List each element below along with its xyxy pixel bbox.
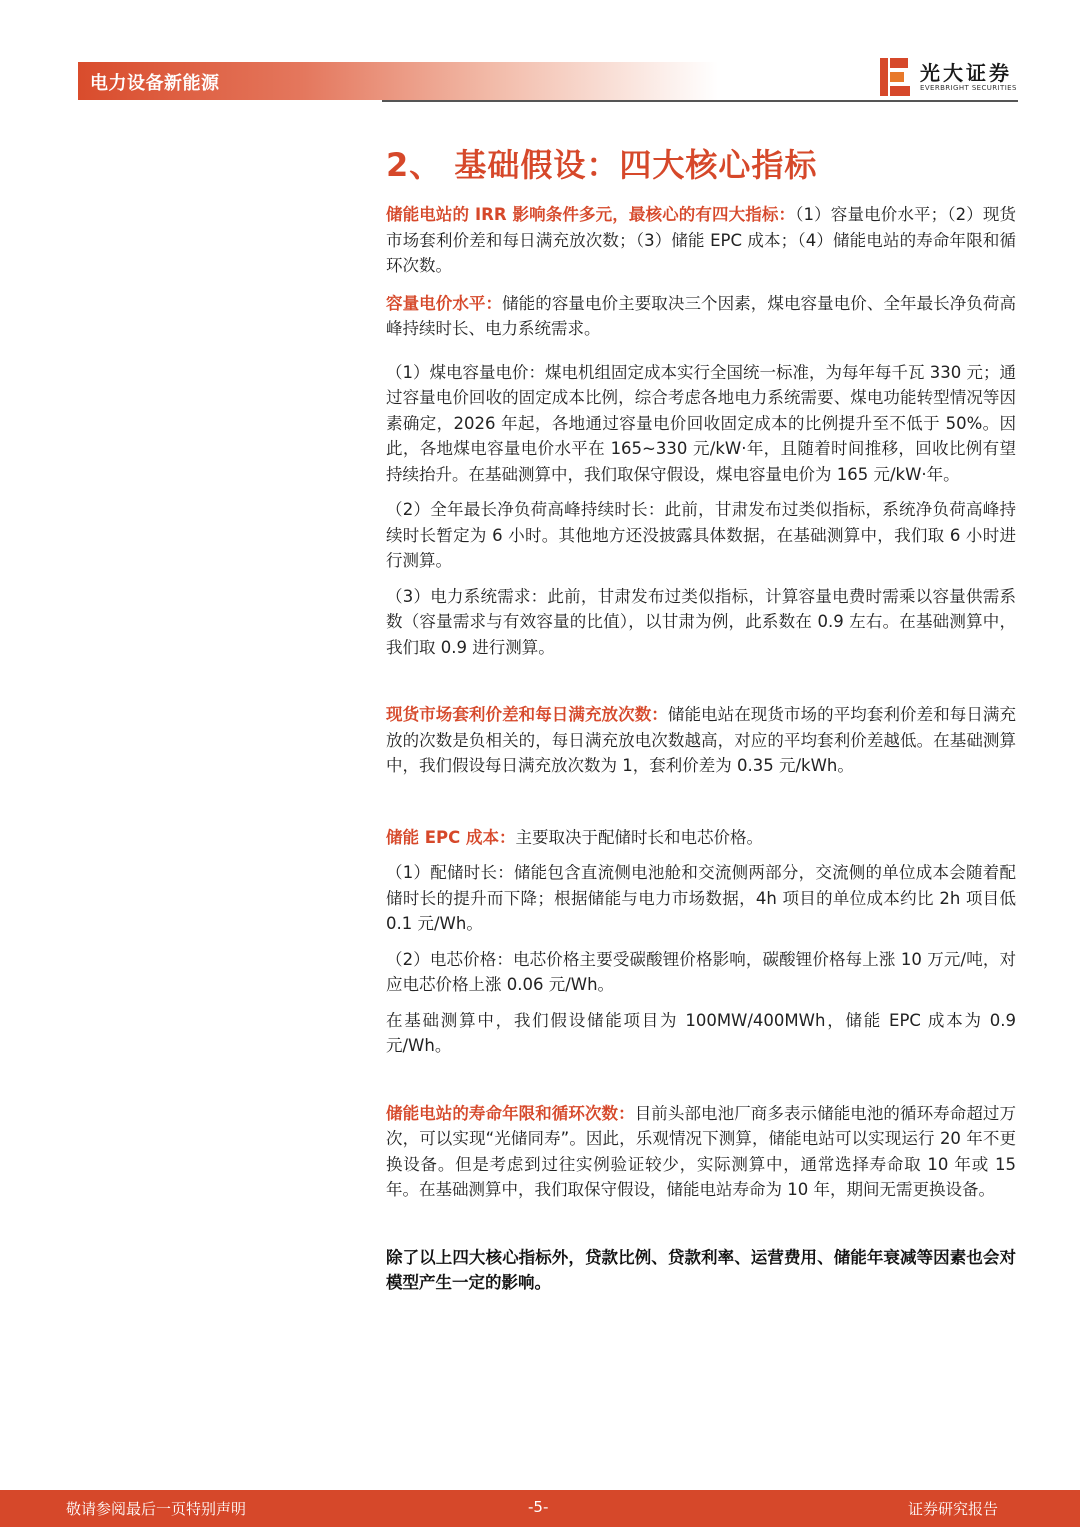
footer-disclaimer: 敬请参阅最后一页特别声明 [66, 1500, 247, 1518]
intro-lead: 储能电站的 IRR 影响条件多元，最核心的有四大指标： [386, 205, 796, 224]
section-title: 2、 基础假设：四大核心指标 [386, 146, 818, 184]
epc-cost-lead: 储能 EPC 成本： [386, 827, 516, 847]
paragraph-capacity-3: （3）电力系统需求：此前，甘肃发布过类似指标，计算容量电费时需乘以容量供需系数（容量需求与有效容量的比值），以甘肃为例，此系数在 0.9 左右。在基础测算中，我们取 0.9 进行测算。 [386, 586, 1016, 657]
footer-doc-type: 证券研究报告 [908, 1500, 999, 1518]
paragraph-epc-2: （2）电芯价格：电芯价格主要受碳酸锂价格影响，碳酸锂价格每上涨 10 万元/吨，对应电芯价格上涨 0.06 元/Wh。 [386, 949, 1016, 994]
page-number: -5- [528, 1498, 549, 1516]
main-content [386, 140, 1016, 1296]
paragraph-capacity-price [386, 291, 1016, 342]
header-divider [382, 100, 1018, 102]
lifespan-lead: 储能电站的寿命年限和循环次数： [386, 1103, 635, 1123]
logo-subtitle: EVERBRIGHT SECURITIES [920, 84, 1017, 92]
everbright-logo-icon [878, 56, 912, 98]
report-category: 电力设备新能源 [90, 73, 220, 94]
spot-market-lead: 现货市场套利价差和每日满充放次数： [386, 705, 668, 724]
logo-name: 光大证券 [920, 61, 1012, 85]
lifespan-text: 目前头部电池厂商多表示储能电池的循环寿命超过万次，可以实现“光储同寿”。因此，乐观情况下测算，储能电站可以实现运行 20 年不更换设备。但是考虑到过往实例验证较少，实际测算中，通常选择寿命取 10 年或 15 年。在基础测算中，我们取保守假设，储能电站寿命为 10 年，期间无需更换设备。 [386, 1103, 1017, 1199]
paragraph-capacity-2: （2）全年最长净负荷高峰持续时长：此前，甘肃发布过类似指标，系统净负荷高峰持续时长暂定为 6 小时。其他地方还没披露具体数据，在基础测算中，我们取 6 小时进行测算。 [386, 500, 1016, 570]
paragraph-lifespan [386, 1101, 1016, 1203]
paragraph-epc-1: （1）配储时长：储能包含直流侧电池舱和交流侧两部分，交流侧的单位成本会随着配储时长的提升而下降；根据储能与电力市场数据，4h 项目的单位成本约比 2h 项目低 0.1 元/Wh。 [386, 863, 1016, 933]
epc-cost-text: 主要取决于配储时长和电芯价格。 [515, 827, 763, 847]
paragraph-conclusion: 除了以上四大核心指标外，贷款比例、贷款利率、运营费用、储能年衰减等因素也会对模型产生一定的影响。 [386, 1247, 1016, 1292]
capacity-price-text: 储能的容量电价主要取决三个因素，煤电容量电价、全年最长净负荷高峰持续时长、电力系统需求。 [386, 293, 1017, 338]
paragraph-spot-market [386, 702, 1016, 779]
intro-text: （1）容量电价水平；（2）现货市场套利价差和每日满充放次数；（3）储能 EPC 成本；（4）储能电站的寿命年限和循环次数。 [386, 205, 1016, 275]
paragraph-epc-3: 在基础测算中，我们假设储能项目为 100MW/400MWh，储能 EPC 成本为 0.9 元/Wh。 [386, 1010, 1016, 1055]
paragraph-intro [386, 202, 1016, 279]
capacity-price-lead: 容量电价水平： [386, 293, 503, 313]
paragraph-capacity-1: （1）煤电容量电价：煤电机组固定成本实行全国统一标准，为每年每千瓦 330 元；通过容量电价回收的固定成本比例，综合考虑各地电力系统需要、煤电功能转型情况等因素确定，2026 年起，各地通过容量电价回收固定成本的比例提升至不低于 50%。因此，各地煤电容量电价水平在 165~330 元/kW·年，且随着时间推移，回收比例有望持续抬升。在基础测算中，我们取保守假设，煤电容量电价为 165 元/kW·年。 [386, 362, 1016, 484]
spot-market-text: 储能电站在现货市场的平均套利价差和每日满充放的次数是负相关的，每日满充放电次数越高，对应的平均套利价差越低。在基础测算中，我们假设每日满充放次数为 1，套利价差为 0.35 元/kWh。 [386, 705, 1017, 775]
paragraph-epc-cost [386, 825, 1016, 851]
company-logo [878, 56, 1018, 98]
